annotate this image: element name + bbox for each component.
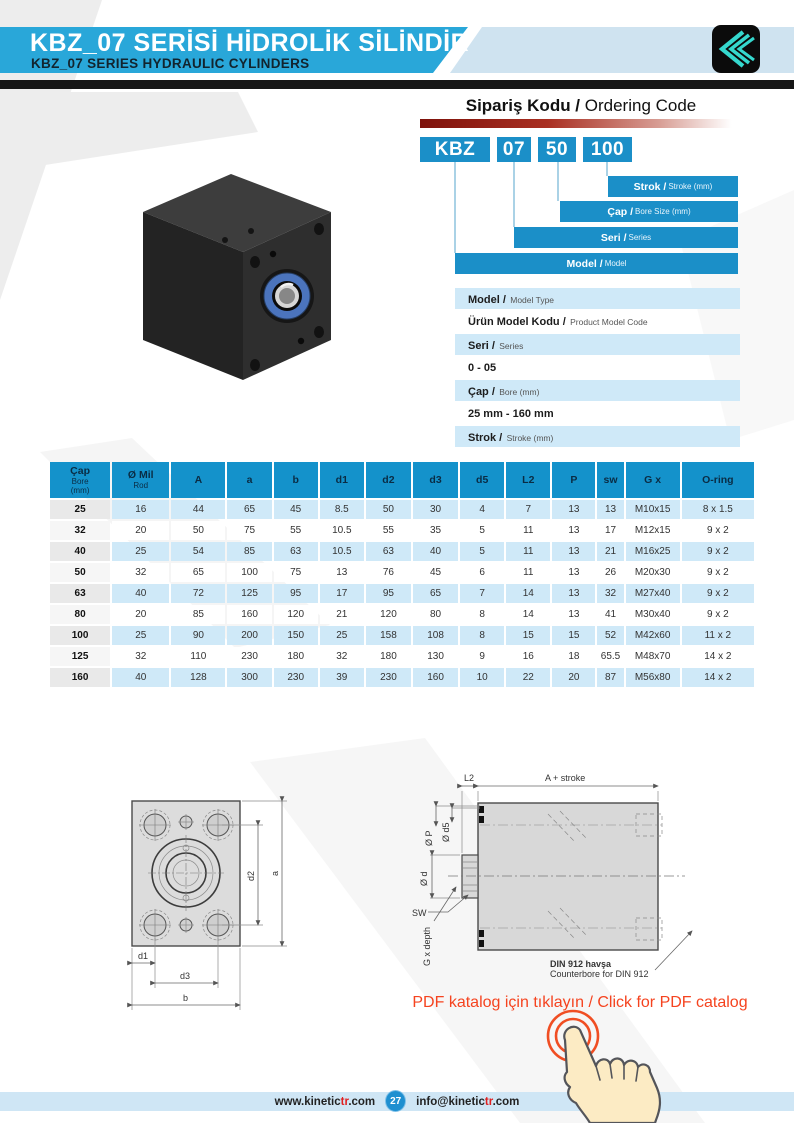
table-cell: 11 (506, 521, 550, 540)
code-box-model: KBZ (420, 137, 490, 162)
col-header: Ø Mil Rod (112, 462, 169, 498)
table-cell: 35 (413, 521, 458, 540)
code-box-bore: 50 (538, 137, 576, 162)
table-cell: 108 (413, 626, 458, 645)
col-header: sw (597, 462, 623, 498)
table-cell: 13 (552, 500, 595, 519)
ordering-code-heading (420, 96, 742, 116)
table-cell: 5 (460, 542, 504, 561)
table-cell: 32 (112, 563, 169, 582)
table-cell: 13 (552, 521, 595, 540)
table-cell: 110 (171, 647, 225, 666)
page-subtitle: KBZ_07 SERIES HYDRAULIC CYLINDERS (31, 56, 310, 71)
table-row (50, 563, 754, 582)
table-cell: 13 (552, 605, 595, 624)
table-cell: 11 (506, 563, 550, 582)
pdf-catalog-link[interactable]: PDF katalog için tıklayın / Click for PDF catalog (412, 994, 748, 1011)
table-cell: 9 x 2 (682, 542, 754, 561)
bar-stroke (608, 176, 738, 197)
legend-bar: Çap / Bore (mm) (455, 380, 740, 401)
table-cell: 65 (171, 563, 225, 582)
table-cell: 20 (112, 605, 169, 624)
table-cell: 80 (413, 605, 458, 624)
table-cell: 120 (274, 605, 318, 624)
table-cell: M27x40 (626, 584, 680, 603)
page-number-badge: 27 (385, 1090, 406, 1112)
table-cell: 230 (366, 668, 411, 687)
table-cell: M10x15 (626, 500, 680, 519)
table-cell: 45 (413, 563, 458, 582)
table-cell: 7 (506, 500, 550, 519)
table-cell: 17 (320, 584, 364, 603)
table-row (50, 500, 754, 519)
table-cell: 32 (112, 647, 169, 666)
table-cell: 16 (112, 500, 169, 519)
dim-label-l2: L2 (464, 773, 475, 783)
table-cell: 9 x 2 (682, 563, 754, 582)
brand-logo (712, 25, 760, 73)
col-header: P (552, 462, 595, 498)
dim-label-d: Ø d (419, 871, 429, 886)
table-cell: 160 (413, 668, 458, 687)
bar-label-rest: Model (604, 259, 627, 268)
table-cell: 4 (460, 500, 504, 519)
table-cell: 52 (597, 626, 623, 645)
table-cell: 25 (112, 626, 169, 645)
code-box-series: 07 (497, 137, 531, 162)
table-cell: 8 (460, 626, 504, 645)
heading-bold: Sipariş Kodu / (465, 96, 581, 115)
bar-label-rest: Bore Size (mm) (635, 207, 691, 216)
dim-label-a: a (270, 870, 280, 876)
table-cell: 32 (597, 584, 623, 603)
page-title: KBZ_07 SERİSİ HİDROLİK SİLİNDİR (30, 29, 470, 57)
table-cell: 41 (597, 605, 623, 624)
col-header: O-ring (682, 462, 754, 498)
table-cell: 75 (274, 563, 318, 582)
table-cell: 17 (597, 521, 623, 540)
table-cell: 26 (597, 563, 623, 582)
col-header: a (227, 462, 271, 498)
table-cell: 180 (366, 647, 411, 666)
table-cell: 15 (506, 626, 550, 645)
col-header: b (274, 462, 318, 498)
table-cell: 11 x 2 (682, 626, 754, 645)
table-cell: M30x40 (626, 605, 680, 624)
bar-label-rest: Stroke (mm) (668, 182, 713, 191)
table-cell: 50 (366, 500, 411, 519)
col-header: Çap Bore (mm) (50, 462, 110, 498)
dim-label-d2: d2 (246, 870, 256, 881)
dim-label-a-stroke: A + stroke (545, 773, 586, 783)
dim-label-sw: SW (412, 908, 427, 918)
table-cell: 10 (460, 668, 504, 687)
table-cell: 8.5 (320, 500, 364, 519)
table-cell: 230 (227, 647, 271, 666)
table-cell: 13 (552, 542, 595, 561)
footer-email-tr: tr (484, 1095, 493, 1108)
legend-value: 25 mm - 160 mm (468, 408, 554, 420)
table-row (50, 647, 754, 666)
table-cell: 13 (597, 500, 623, 519)
ordering-legend (455, 288, 740, 451)
table-row (50, 584, 754, 603)
dim-label-d5: Ø d5 (441, 822, 451, 842)
table-cell: 11 (506, 542, 550, 561)
table-cell: 9 x 2 (682, 605, 754, 624)
table-cell: 65.5 (597, 647, 623, 666)
table-cell: 10.5 (320, 542, 364, 561)
table-cell: 15 (552, 626, 595, 645)
col-header: d5 (460, 462, 504, 498)
table-row (50, 605, 754, 624)
table-cell: 13 (320, 563, 364, 582)
legend-bar: Model / Model Type (455, 288, 740, 309)
table-cell: 130 (413, 647, 458, 666)
header-divider-bar (0, 80, 794, 89)
table-cell: 150 (274, 626, 318, 645)
table-cell: 128 (171, 668, 225, 687)
table-cell: 14 x 2 (682, 647, 754, 666)
table-cell: 25 (320, 626, 364, 645)
table-cell: 158 (366, 626, 411, 645)
table-cell: 40 (112, 668, 169, 687)
table-cell: 95 (366, 584, 411, 603)
col-header: A (171, 462, 225, 498)
table-cell: 14 x 2 (682, 668, 754, 687)
table-cell: 9 x 2 (682, 584, 754, 603)
table-cell: 125 (227, 584, 271, 603)
table-cell: 5 (460, 521, 504, 540)
table-cell: 44 (171, 500, 225, 519)
bar-label-bold: Model / (566, 257, 603, 270)
footer-email-post: .com (492, 1095, 520, 1108)
bar-model (455, 253, 738, 274)
bar-series (514, 227, 738, 248)
table-cell: 40 (50, 542, 110, 561)
table-row (50, 668, 754, 687)
table-cell: 13 (552, 584, 595, 603)
bar-label-bold: Strok / (633, 180, 667, 193)
table-cell: 300 (227, 668, 271, 687)
bar-label-rest: Series (628, 233, 652, 242)
col-header: d3 (413, 462, 458, 498)
table-cell: 25 (112, 542, 169, 561)
table-cell: 65 (227, 500, 271, 519)
table-cell: 63 (366, 542, 411, 561)
legend-bar: Seri / Series (455, 334, 740, 355)
table-cell: 95 (274, 584, 318, 603)
table-cell: 21 (320, 605, 364, 624)
table-cell: 50 (171, 521, 225, 540)
section-view-drawing (400, 758, 720, 1003)
table-cell: 25 (50, 500, 110, 519)
front-view-drawing (115, 775, 345, 1025)
table-row (50, 626, 754, 645)
code-box-stroke: 100 (583, 137, 632, 162)
table-cell: 45 (274, 500, 318, 519)
chevrons-left-icon (712, 25, 760, 73)
col-header: d1 (320, 462, 364, 498)
footer-email-link[interactable] (416, 1096, 519, 1108)
table-cell: 72 (171, 584, 225, 603)
table-cell: 18 (552, 647, 595, 666)
footer-web-pre: www.kinetic (274, 1095, 341, 1108)
table-row (50, 521, 754, 540)
table-cell: 22 (506, 668, 550, 687)
table-cell: 9 (460, 647, 504, 666)
table-cell: 75 (227, 521, 271, 540)
table-cell: 32 (50, 521, 110, 540)
spec-table (48, 460, 756, 689)
heading-rest: Ordering Code (580, 96, 697, 115)
table-cell: 100 (50, 626, 110, 645)
col-header: L2 (506, 462, 550, 498)
col-header: G x (626, 462, 680, 498)
table-cell: 40 (112, 584, 169, 603)
table-cell: 14 (506, 584, 550, 603)
table-cell: 54 (171, 542, 225, 561)
table-cell: M16x25 (626, 542, 680, 561)
table-cell: M20x30 (626, 563, 680, 582)
table-cell: 10.5 (320, 521, 364, 540)
table-cell: 87 (597, 668, 623, 687)
table-cell: 13 (552, 563, 595, 582)
bar-label-bold: Çap / (607, 205, 634, 218)
table-cell: 40 (413, 542, 458, 561)
table-cell: 85 (171, 605, 225, 624)
legend-value: Ürün Model Kodu / Product Model Code (468, 316, 648, 328)
table-cell: 90 (171, 626, 225, 645)
ordering-code-boxes (420, 137, 632, 162)
table-cell: 80 (50, 605, 110, 624)
dim-label-d3: d3 (180, 971, 191, 981)
bar-bore (560, 201, 738, 222)
table-cell: 200 (227, 626, 271, 645)
table-cell: 32 (320, 647, 364, 666)
table-header-row (50, 462, 754, 498)
table-cell: 160 (50, 668, 110, 687)
table-cell: 16 (506, 647, 550, 666)
product-photo (135, 168, 355, 386)
table-cell: M48x70 (626, 647, 680, 666)
table-cell: 8 x 1.5 (682, 500, 754, 519)
footer-web-post: .com (348, 1095, 376, 1108)
table-cell: M12x15 (626, 521, 680, 540)
table-cell: 55 (274, 521, 318, 540)
table-cell: 230 (274, 668, 318, 687)
dim-label-b: b (183, 993, 189, 1003)
table-row (50, 542, 754, 561)
table-cell: M56x80 (626, 668, 680, 687)
table-cell: 55 (366, 521, 411, 540)
table-cell: 20 (552, 668, 595, 687)
table-cell: 76 (366, 563, 411, 582)
din-note-line1: DIN 912 havşa (550, 959, 612, 969)
din-note-line2: Counterbore for DIN 912 (550, 969, 649, 979)
table-cell: 8 (460, 605, 504, 624)
table-cell: 180 (274, 647, 318, 666)
bar-label-bold: Seri / (600, 231, 627, 244)
table-cell: 30 (413, 500, 458, 519)
table-cell: 39 (320, 668, 364, 687)
table-cell: M42x60 (626, 626, 680, 645)
table-cell: 125 (50, 647, 110, 666)
table-cell: 20 (112, 521, 169, 540)
footer-web-tr: tr (340, 1095, 349, 1108)
table-cell: 14 (506, 605, 550, 624)
table-cell: 50 (50, 563, 110, 582)
table-cell: 85 (227, 542, 271, 561)
red-gradient-bar (420, 119, 738, 128)
dim-label-g-depth: G x depth (422, 926, 432, 966)
table-cell: 65 (413, 584, 458, 603)
table-cell: 21 (597, 542, 623, 561)
table-cell: 63 (274, 542, 318, 561)
table-cell: 9 x 2 (682, 521, 754, 540)
footer-email-pre: info@kinetic (416, 1095, 485, 1108)
table-cell: 120 (366, 605, 411, 624)
legend-bar: Strok / Stroke (mm) (455, 426, 740, 447)
table-cell: 100 (227, 563, 271, 582)
table-cell: 63 (50, 584, 110, 603)
dim-label-d1: d1 (138, 951, 149, 961)
table-cell: 7 (460, 584, 504, 603)
legend-value: 0 - 05 (468, 362, 497, 374)
hand-click-icon[interactable] (516, 1006, 686, 1123)
footer-website-link[interactable] (275, 1096, 376, 1108)
table-cell: 6 (460, 563, 504, 582)
table-cell: 160 (227, 605, 271, 624)
col-header: d2 (366, 462, 411, 498)
dim-label-p: Ø P (424, 830, 434, 846)
